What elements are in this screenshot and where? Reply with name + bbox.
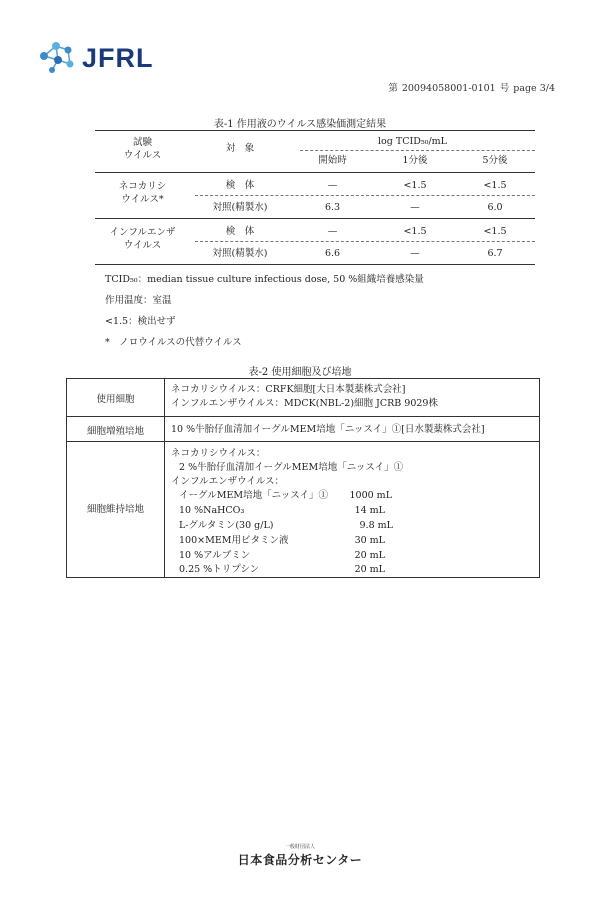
value-cell: — xyxy=(327,180,338,191)
medium-component-name: 10 %NaHCO₃ xyxy=(179,505,245,516)
value-cell: <1.5 xyxy=(483,226,507,237)
medium-component-amount: 20 mL xyxy=(354,550,385,561)
value-cell: 6.0 xyxy=(487,202,503,213)
note-tcid: TCID₅₀：median tissue culture infectious dose, 50 %組織培養感染量 xyxy=(105,274,424,285)
footer-org-name: 日本食品分析センター xyxy=(237,853,363,867)
header-time-2: 5分後 xyxy=(482,155,508,166)
cell-line-text: ネコカリシウイルス：CRFK細胞[大日本製薬株式会社] xyxy=(171,384,406,395)
header-time-0: 開始時 xyxy=(318,155,347,166)
maintenance-text: ネコカリシウイルス： xyxy=(171,448,266,459)
value-cell: <1.5 xyxy=(403,226,427,237)
molecule-logo-icon xyxy=(38,38,80,74)
row-label-maintenance-medium: 細胞維持培地 xyxy=(86,504,144,515)
medium-component-name: 100×MEM用ビタミン液 xyxy=(179,535,289,546)
value-cell: 6.7 xyxy=(487,248,503,259)
document-number xyxy=(384,80,555,94)
header-virus: 試験 ウイルス xyxy=(123,137,162,161)
header-unit: log TCID₅₀/mL xyxy=(378,136,447,147)
doc-number: 20094058001-0101 xyxy=(401,83,496,94)
maintenance-text: インフルエンザウイルス： xyxy=(171,476,285,487)
target-label: 対照(精製水) xyxy=(212,202,268,213)
row-label-cells: 使用細胞 xyxy=(96,394,135,405)
value-cell: <1.5 xyxy=(403,180,427,191)
medium-component-amount: 9.8 mL xyxy=(359,520,393,531)
virus-name-calici: ネコカリシ ウイルス* xyxy=(118,181,167,205)
header-target: 対 象 xyxy=(225,143,255,154)
cell-line-text: インフルエンザウイルス：MDCK(NBL-2)細胞 JCRB 9029株 xyxy=(171,398,438,409)
row-label-growth-medium: 細胞増殖培地 xyxy=(86,426,144,437)
target-label: 対照(精製水) xyxy=(212,248,268,259)
value-cell: — xyxy=(410,202,420,213)
maintenance-text: 2 %牛胎仔血清加イーグルMEM培地「ニッスイ」① xyxy=(179,462,404,473)
table2 xyxy=(66,378,540,578)
doc-prefix: 第 xyxy=(388,83,398,94)
doc-suffix: 号 xyxy=(499,83,510,94)
target-label: 検 体 xyxy=(225,180,255,191)
table1-caption: 表-1 作用液のウイルス感染価測定結果 xyxy=(213,119,387,130)
medium-component-amount: 30 mL xyxy=(354,535,385,546)
medium-component-amount: 14 mL xyxy=(354,505,385,516)
medium-component-amount: 1000 mL xyxy=(349,490,392,501)
medium-component-name: イーグルMEM培地「ニッスイ」① xyxy=(179,490,329,501)
virus-name-influenza: インフルエンザ ウイルス xyxy=(109,227,176,251)
jfrl-logo xyxy=(38,38,153,78)
medium-component-name: 10 %アルブミン xyxy=(179,550,251,561)
note-temperature: 作用温度：室温 xyxy=(105,295,172,306)
note-surrogate: * ノロウイルスの代替ウイルス xyxy=(105,337,242,348)
footer-organization xyxy=(0,843,600,868)
target-label: 検 体 xyxy=(225,226,255,237)
growth-medium-text: 10 %牛胎仔血清加イーグルMEM培地「ニッスイ」①[日水製薬株式会社] xyxy=(171,424,485,435)
header-time-1: 1分後 xyxy=(402,155,428,166)
value-cell: 6.3 xyxy=(324,202,341,213)
footer-small-text: 一般財団法人 xyxy=(284,844,315,850)
value-cell: <1.5 xyxy=(483,180,507,191)
value-cell: — xyxy=(327,226,338,237)
medium-component-name: 0.25 %トリプシン xyxy=(179,564,260,575)
value-cell: 6.6 xyxy=(324,248,341,259)
value-cell: — xyxy=(410,248,420,259)
page-number: page 3/4 xyxy=(513,83,555,94)
table2-caption: 表-2 使用細胞及び培地 xyxy=(248,367,352,378)
logo-text: JFRL xyxy=(82,43,154,73)
medium-component-amount: 20 mL xyxy=(354,564,385,575)
medium-component-name: L-グルタミン(30 g/L) xyxy=(179,520,274,531)
note-detection: <1.5：検出せず xyxy=(105,316,176,327)
